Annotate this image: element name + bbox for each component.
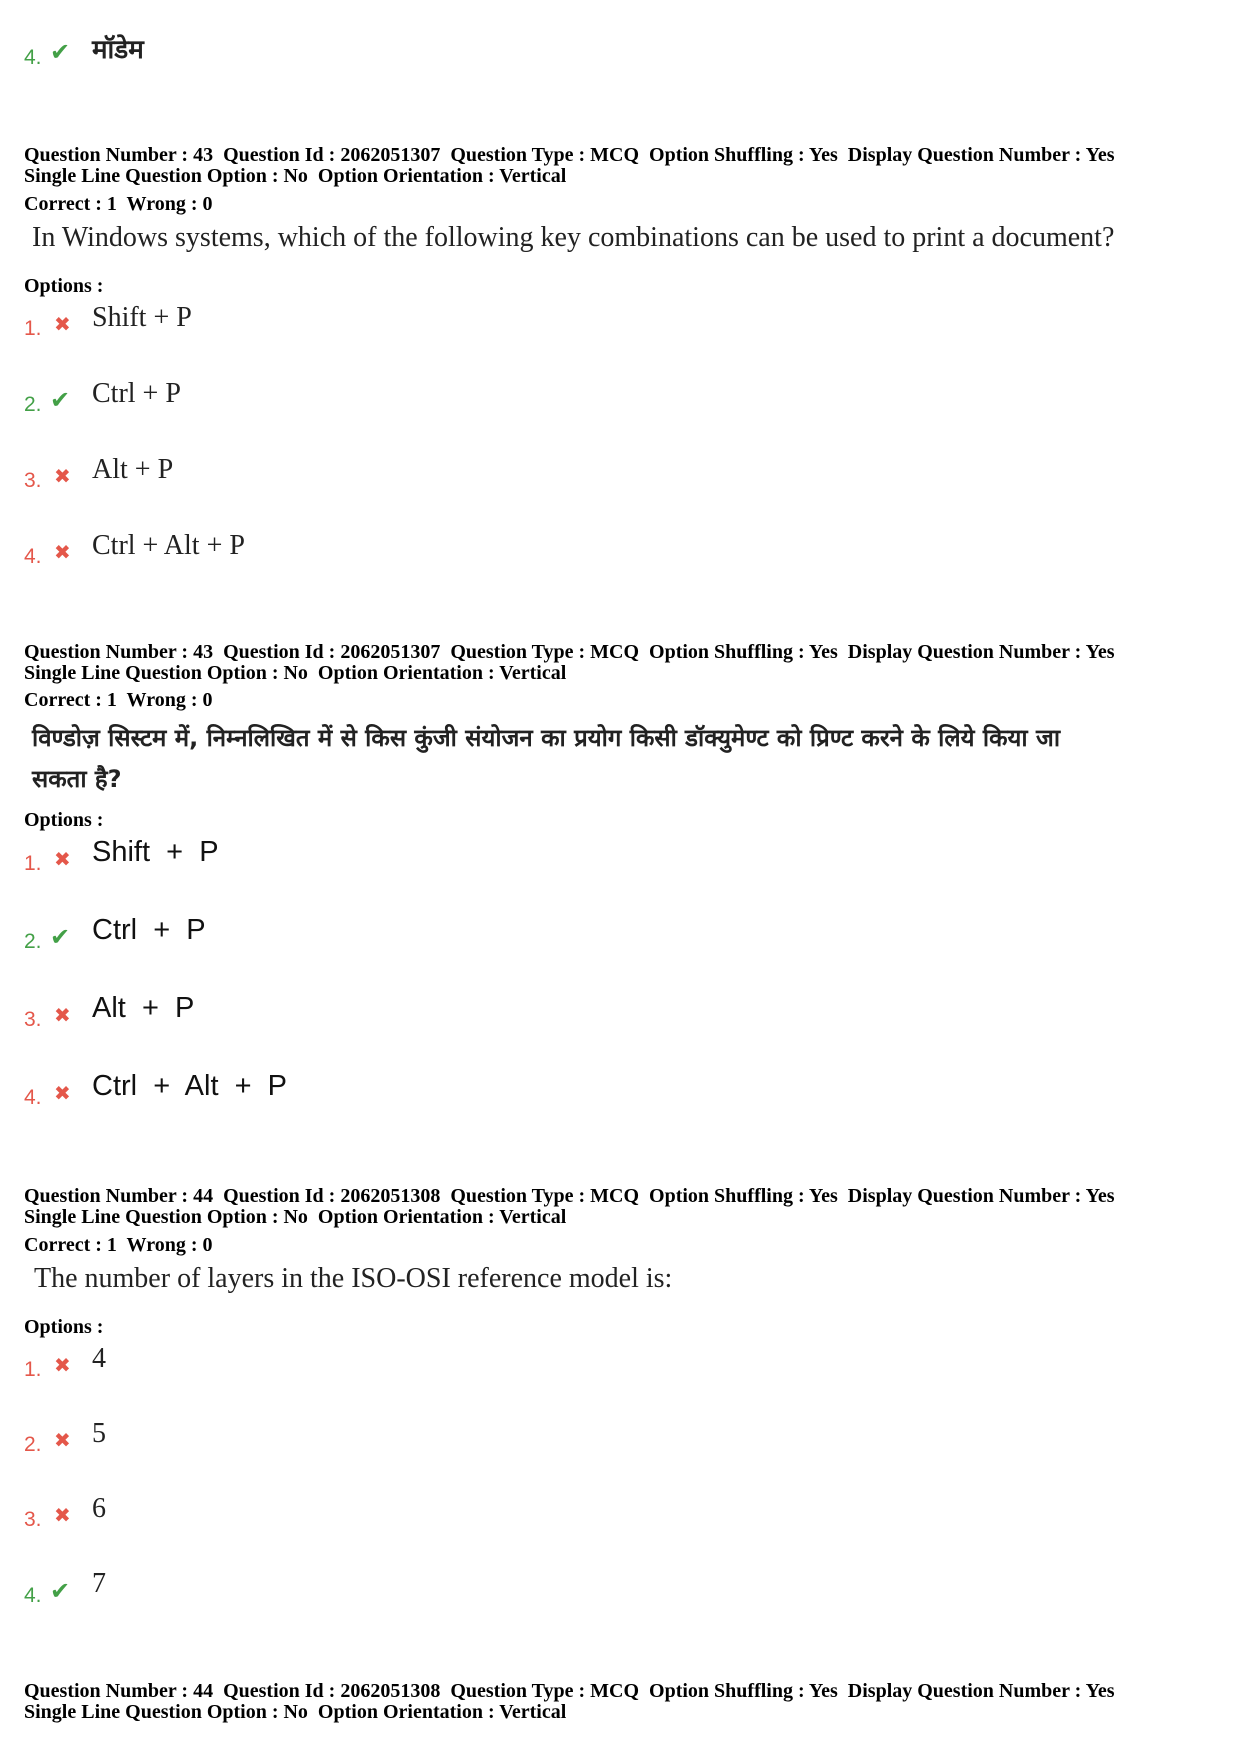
cross-icon: ✖ [54,312,71,336]
check-icon: ✔ [50,1577,71,1605]
question-meta-line: Question Number : 43 Question Id : 2062051307 Question Type : MCQ Option Shuffling : Yes Display Question Number : Yes [24,641,1115,663]
cross-icon: ✖ [54,540,71,564]
question-meta-line: Question Number : 43 Question Id : 2062051307 Question Type : MCQ Option Shuffling : Yes Display Question Number : Yes [24,144,1115,166]
option-number: 3. [24,469,42,492]
option-text: Alt + P [92,454,174,485]
check-icon: ✔ [50,923,71,951]
check-icon: ✔ [50,386,71,414]
cross-icon: ✖ [54,1428,71,1452]
question-text: In Windows systems, which of the following key combinations can be used to print a document? [32,222,1115,253]
option-number: 4. [24,1086,42,1109]
option-number: 1. [24,317,42,340]
options-label: Options : [24,1316,104,1338]
question-text: सकता है? [32,765,122,793]
question-text: विण्डोज़ सिस्टम में, निम्नलिखित में से किस कुंजी संयोजन का प्रयोग किसी डॉक्युमेण्ट को प्रिण्ट करने के लिये किया जा [32,724,1061,752]
cross-icon: ✖ [54,1353,71,1377]
question-meta-line: Question Number : 44 Question Id : 2062051308 Question Type : MCQ Option Shuffling : Yes Display Question Number : Yes [24,1185,1115,1207]
option-text: मॉडेम [92,35,144,65]
cross-icon: ✖ [54,1003,71,1027]
options-label: Options : [24,275,104,297]
cross-icon: ✖ [54,1081,71,1105]
option-text: Shift + P [92,302,192,333]
question-meta-line: Single Line Question Option : No Option Orientation : Vertical [24,1206,567,1228]
option-number: 2. [24,393,42,416]
option-text: Shift + P [92,836,219,868]
cross-icon: ✖ [54,847,71,871]
question-meta-line: Single Line Question Option : No Option Orientation : Vertical [24,165,567,187]
marks-line: Correct : 1 Wrong : 0 [24,193,213,215]
option-text: Ctrl + P [92,378,181,409]
options-label: Options : [24,809,104,831]
option-number: 2. [24,930,42,953]
option-number: 3. [24,1008,42,1031]
option-text: 6 [92,1493,106,1524]
option-text: Ctrl + Alt + P [92,1070,288,1102]
check-icon: ✔ [50,38,71,66]
option-number: 3. [24,1508,42,1531]
marks-line: Correct : 1 Wrong : 0 [24,689,213,711]
question-text: The number of layers in the ISO-OSI reference model is: [34,1263,673,1294]
cross-icon: ✖ [54,464,71,488]
option-text: 4 [92,1343,106,1374]
option-text: Alt + P [92,992,195,1024]
option-number: 4. [24,46,42,69]
cross-icon: ✖ [54,1503,71,1527]
marks-line: Correct : 1 Wrong : 0 [24,1234,213,1256]
option-number: 4. [24,1584,42,1607]
option-text: Ctrl + Alt + P [92,530,245,561]
question-meta-line: Single Line Question Option : No Option Orientation : Vertical [24,1701,567,1723]
option-text: Ctrl + P [92,914,206,946]
option-number: 1. [24,852,42,875]
option-text: 7 [92,1568,106,1599]
option-number: 4. [24,545,42,568]
option-text: 5 [92,1418,106,1449]
question-meta-line: Single Line Question Option : No Option Orientation : Vertical [24,662,567,684]
option-number: 2. [24,1433,42,1456]
question-meta-line: Question Number : 44 Question Id : 2062051308 Question Type : MCQ Option Shuffling : Yes Display Question Number : Yes [24,1680,1115,1702]
option-number: 1. [24,1358,42,1381]
